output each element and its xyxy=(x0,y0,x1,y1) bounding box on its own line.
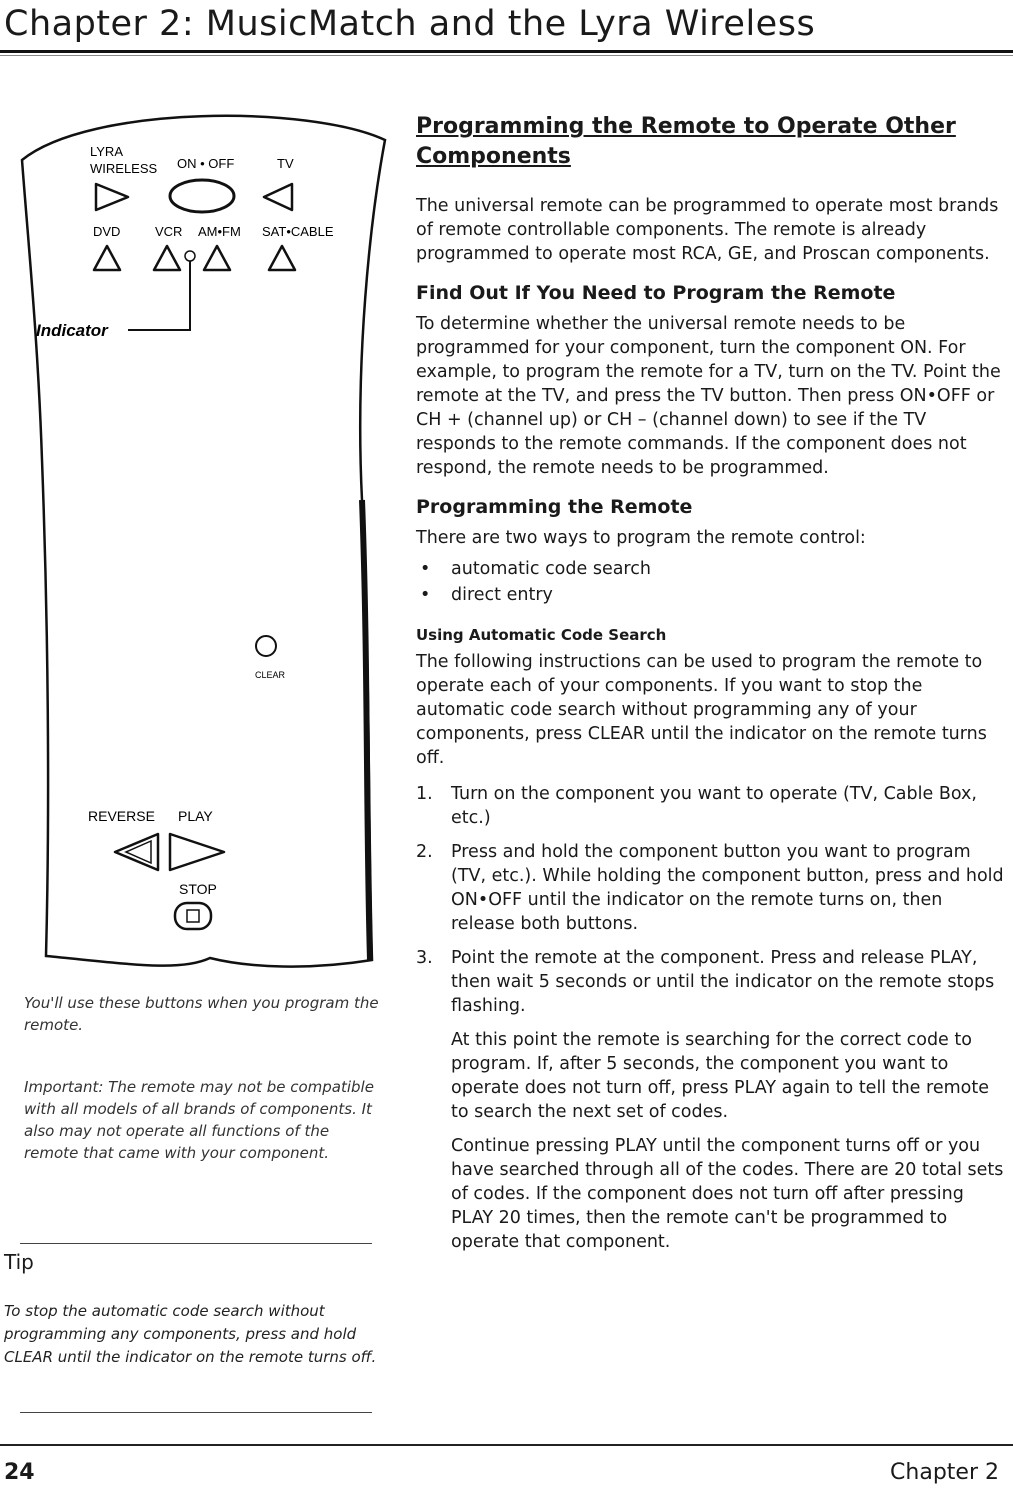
label-amfm: AM•FM xyxy=(198,224,241,239)
indicator-light xyxy=(185,251,195,261)
play-button xyxy=(170,834,224,870)
page-header xyxy=(0,2,1013,46)
label-wireless: WIRELESS xyxy=(90,161,158,176)
page-number: 24 xyxy=(4,1460,35,1485)
step-number: 3. xyxy=(416,948,433,968)
methods-list xyxy=(416,556,1006,608)
list-item xyxy=(416,946,1006,1254)
label-tv: TV xyxy=(277,156,294,171)
auto-search-paragraph: The following instructions can be used to program the remote to operate each of your components. If you want to stop the automatic code search without programming any of your components, press CLEAR until the indicator on the remote turns off. xyxy=(416,652,987,768)
step3-paragraph-2: Continue pressing PLAY until the component turns off or you have searched through all of the codes. There are 20 total sets of codes. If the component does not turn off after pressing PLAY 20 times, then the remote can't be programmed to operate that component. xyxy=(451,1136,1004,1252)
dvd-button xyxy=(94,246,120,270)
remote-body-outline xyxy=(22,116,385,967)
tip-top-rule xyxy=(20,1243,372,1244)
step-number: 1. xyxy=(416,784,433,804)
main-column xyxy=(416,112,1006,1264)
stop-button xyxy=(175,903,211,929)
step-text: Press and hold the component button you want to program (TV, etc.). While holding the component button, press and hold ON•OFF until the indicator on the remote turns on, then release both buttons. xyxy=(451,842,1004,934)
label-indicator: Indicator xyxy=(36,321,108,340)
remote-illustration xyxy=(10,100,390,980)
lyra-wireless-button xyxy=(96,184,128,210)
step3-paragraph-1: At this point the remote is searching for the correct code to program. If, after 5 seconds, the component you want to operate does not turn off, press PLAY again to tell the remote to search the next set of codes. xyxy=(451,1030,989,1122)
list-item: • automatic code search xyxy=(416,556,1006,582)
header-rule-thin xyxy=(0,55,1013,56)
find-paragraph: To determine whether the universal remote needs to be programmed for your component, turn the component ON. For example, to program the remote for a TV, turn on the TV. Point the remote at the TV, and press the TV button. Then press ON•OFF or CH + (channel up) or CH – (channel down) to see if the TV responds to the remote commands. If the component does not respond, the remote needs to be programmed. xyxy=(416,314,1001,478)
steps-list xyxy=(416,782,1006,1254)
programming-heading: Programming the Remote xyxy=(416,496,693,518)
remote-side-shade xyxy=(362,500,370,960)
step-text: Turn on the component you want to operate (TV, Cable Box, etc.) xyxy=(451,784,977,828)
stop-button-inner xyxy=(187,910,199,922)
section-heading: Programming the Remote to Operate Other Components xyxy=(416,114,956,169)
reverse-button-inner xyxy=(126,841,151,863)
label-vcr: VCR xyxy=(155,224,183,239)
label-reverse: REVERSE xyxy=(88,808,155,824)
label-dvd: DVD xyxy=(93,224,121,239)
on-off-button xyxy=(170,180,234,212)
intro-paragraph: The universal remote can be programmed to operate most brands of remote controllable components. The remote is already programmed to operate most RCA, GE, and Proscan components. xyxy=(416,196,999,264)
list-item xyxy=(416,840,1006,936)
programming-paragraph: There are two ways to program the remote control: xyxy=(416,528,866,548)
footer-chapter: Chapter 2 xyxy=(890,1460,999,1485)
indicator-leader-line xyxy=(128,261,190,330)
label-onoff: ON • OFF xyxy=(177,156,235,171)
caption-buttons: You'll use these buttons when you program the remote. xyxy=(24,994,379,1034)
chapter-title: Chapter 2: MusicMatch and the Lyra Wireless xyxy=(4,4,816,44)
footer-rule xyxy=(0,1444,1013,1446)
label-satcable: SAT•CABLE xyxy=(262,224,334,239)
step-text: Point the remote at the component. Press and release PLAY, then wait 5 seconds or until the indicator on the remote stops flashing. xyxy=(451,948,995,1016)
label-play: PLAY xyxy=(178,808,213,824)
label-clear: CLEAR xyxy=(255,670,286,680)
amfm-button xyxy=(204,246,230,270)
vcr-button xyxy=(154,246,180,270)
label-lyra: LYRA xyxy=(90,144,123,159)
step-number: 2. xyxy=(416,842,433,862)
label-stop: STOP xyxy=(179,881,217,897)
satcable-button xyxy=(269,246,295,270)
list-item: • direct entry xyxy=(416,582,1006,608)
tip-text: To stop the automatic code search without programming any components, press and hold CLEAR until the indicator on the remote turns off. xyxy=(4,1302,377,1366)
caption-important: Important: The remote may not be compatible with all models of all brands of components. It also may not operate all functions of the remote that came with your component. xyxy=(24,1078,374,1162)
list-item xyxy=(416,782,1006,830)
clear-button xyxy=(256,636,276,656)
find-heading: Find Out If You Need to Program the Remote xyxy=(416,282,896,304)
header-rule xyxy=(0,50,1013,53)
tip-bottom-rule xyxy=(20,1412,372,1413)
tv-button xyxy=(264,184,292,210)
tip-title: Tip xyxy=(4,1250,34,1274)
auto-search-heading: Using Automatic Code Search xyxy=(416,626,667,644)
